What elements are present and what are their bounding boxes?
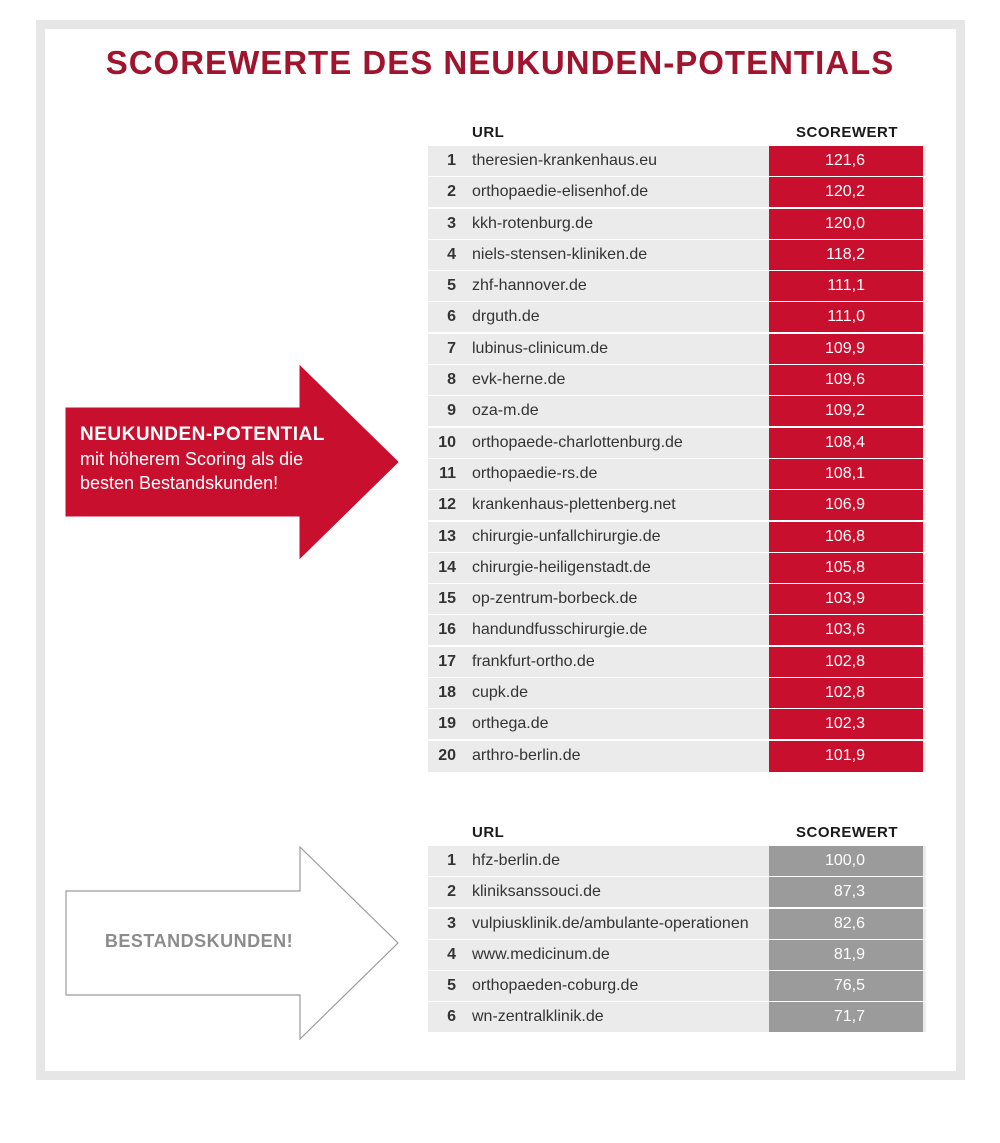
url-cell: handundfusschirurgie.de xyxy=(472,621,648,639)
score-cell: 111,1 xyxy=(769,271,923,301)
url-cell: chirurgie-heiligenstadt.de xyxy=(472,558,651,576)
column-header-score: SCOREWERT xyxy=(796,824,898,841)
url-cell: www.medicinum.de xyxy=(472,945,610,963)
score-cell: 100,0 xyxy=(769,846,923,876)
rank-cell: 13 xyxy=(438,527,456,545)
score-cell: 109,6 xyxy=(769,365,923,395)
new-customer-annotation xyxy=(80,423,325,495)
score-cell: 103,6 xyxy=(769,615,923,645)
column-header-url: URL xyxy=(472,824,505,841)
rank-cell: 7 xyxy=(447,339,456,357)
column-header-url: URL xyxy=(472,124,505,141)
rank-cell: 3 xyxy=(447,914,456,932)
url-cell: orthopaedie-elisenhof.de xyxy=(472,183,649,201)
existing-customer-table xyxy=(428,824,926,1034)
score-cell: 121,6 xyxy=(769,146,923,176)
url-cell: orthega.de xyxy=(472,715,549,733)
table-row xyxy=(428,678,926,709)
new-customer-table xyxy=(428,124,926,772)
table-header xyxy=(428,124,926,146)
rank-cell: 6 xyxy=(447,1008,456,1026)
score-cell: 109,9 xyxy=(769,334,923,364)
url-cell: arthro-berlin.de xyxy=(472,746,581,764)
url-cell: op-zentrum-borbeck.de xyxy=(472,590,638,608)
rank-cell: 8 xyxy=(447,371,456,389)
score-cell: 108,1 xyxy=(769,459,923,489)
url-cell: niels-stensen-kliniken.de xyxy=(472,245,648,263)
url-cell: hfz-berlin.de xyxy=(472,852,561,869)
table-row xyxy=(428,615,926,646)
url-cell: drguth.de xyxy=(472,308,540,326)
annotation-line-2: besten Bestandskunden! xyxy=(80,473,279,493)
score-cell: 76,5 xyxy=(769,971,923,1001)
annotation-line-1: mit höherem Scoring als die xyxy=(80,449,304,469)
score-cell: 109,2 xyxy=(769,396,923,426)
url-cell: cupk.de xyxy=(472,684,529,702)
score-cell: 102,8 xyxy=(769,647,923,677)
score-cell: 118,2 xyxy=(769,240,923,270)
url-cell: krankenhaus-plettenberg.net xyxy=(472,496,676,514)
rank-cell: 1 xyxy=(447,852,456,869)
rank-cell: 9 xyxy=(447,402,456,420)
table-row xyxy=(428,428,926,459)
score-cell: 87,3 xyxy=(769,877,923,907)
rank-cell: 2 xyxy=(447,883,456,901)
table-row xyxy=(428,271,926,302)
rank-cell: 18 xyxy=(438,684,456,702)
table-row xyxy=(428,846,926,877)
annotation-heading: NEUKUNDEN-POTENTIAL xyxy=(80,424,325,445)
rank-cell: 11 xyxy=(439,464,456,482)
url-cell: lubinus-clinicum.de xyxy=(472,339,609,357)
table-row xyxy=(428,709,926,740)
rank-cell: 20 xyxy=(438,746,456,764)
url-cell: chirurgie-unfallchirurgie.de xyxy=(472,527,661,545)
rank-cell: 16 xyxy=(438,621,456,639)
score-cell: 108,4 xyxy=(769,428,923,458)
score-cell: 106,8 xyxy=(769,522,923,552)
score-cell: 105,8 xyxy=(769,553,923,583)
table-header xyxy=(428,824,926,846)
rank-cell: 1 xyxy=(447,152,456,169)
table-row xyxy=(428,302,926,333)
table-row xyxy=(428,553,926,584)
rank-cell: 4 xyxy=(447,245,456,263)
url-cell: evk-herne.de xyxy=(472,371,566,389)
rank-cell: 4 xyxy=(447,945,456,963)
score-cell: 120,2 xyxy=(769,177,923,207)
url-cell: kkh-rotenburg.de xyxy=(472,214,593,232)
score-cell: 102,8 xyxy=(769,678,923,708)
table-row xyxy=(428,209,926,240)
score-cell: 103,9 xyxy=(769,584,923,614)
column-header-score: SCOREWERT xyxy=(796,124,898,141)
rank-cell: 5 xyxy=(447,277,456,295)
table-row xyxy=(428,584,926,615)
rank-cell: 2 xyxy=(447,183,456,201)
table-row xyxy=(428,647,926,678)
score-cell: 120,0 xyxy=(769,209,923,239)
table-row xyxy=(428,334,926,365)
table-row xyxy=(428,877,926,908)
table-row xyxy=(428,177,926,208)
rank-cell: 19 xyxy=(438,715,456,733)
url-cell: oza-m.de xyxy=(472,402,539,420)
url-cell: orthopaedie-rs.de xyxy=(472,464,598,482)
table-row xyxy=(428,522,926,553)
score-cell: 106,9 xyxy=(769,490,923,520)
existing-customer-label: BESTANDSKUNDEN! xyxy=(104,931,294,951)
url-cell: wn-zentralklinik.de xyxy=(472,1008,604,1026)
rank-cell: 5 xyxy=(447,977,456,995)
url-cell: zhf-hannover.de xyxy=(472,277,587,295)
table-row xyxy=(428,971,926,1002)
rank-cell: 6 xyxy=(447,308,456,326)
table-row xyxy=(428,940,926,971)
rank-cell: 17 xyxy=(438,652,456,670)
url-cell: theresien-krankenhaus.eu xyxy=(472,152,658,169)
score-cell: 102,3 xyxy=(769,709,923,739)
url-cell: kliniksanssouci.de xyxy=(472,883,601,901)
table-row xyxy=(428,741,926,772)
table-row xyxy=(428,240,926,271)
score-cell: 101,9 xyxy=(769,741,923,772)
url-cell: orthopaeden-coburg.de xyxy=(472,977,639,995)
rank-cell: 15 xyxy=(438,590,456,608)
rank-cell: 10 xyxy=(438,433,456,451)
score-cell: 82,6 xyxy=(769,909,923,939)
table-row xyxy=(428,146,926,177)
table-row xyxy=(428,396,926,427)
url-cell: frankfurt-ortho.de xyxy=(472,652,595,670)
rank-cell: 3 xyxy=(447,214,456,232)
table-body xyxy=(428,146,926,772)
table-body xyxy=(428,846,926,1034)
table-row xyxy=(428,490,926,521)
url-cell: orthopaede-charlottenburg.de xyxy=(472,433,683,451)
table-row xyxy=(428,1002,926,1033)
table-row xyxy=(428,365,926,396)
score-cell: 71,7 xyxy=(769,1002,923,1032)
rank-cell: 12 xyxy=(438,496,456,514)
rank-cell: 14 xyxy=(438,558,456,576)
score-cell: 81,9 xyxy=(769,940,923,970)
score-cell: 111,0 xyxy=(769,302,923,332)
table-row xyxy=(428,459,926,490)
page-title: SCOREWERTE DES NEUKUNDEN-POTENTIALS xyxy=(105,44,895,81)
url-cell: vulpiusklinik.de/ambulante-operationen xyxy=(472,914,749,932)
table-row xyxy=(428,909,926,940)
